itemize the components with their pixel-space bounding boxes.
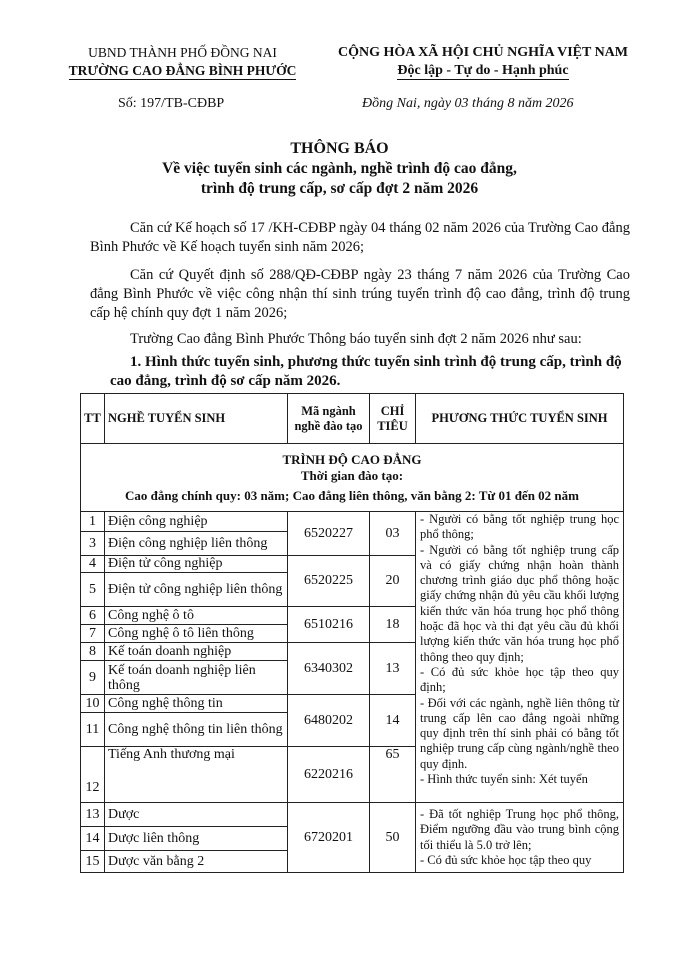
table-row (81, 512, 624, 532)
row-name: Điện công nghiệp liên thông (105, 532, 288, 556)
paragraph-legal-basis-1: Căn cứ Kế hoạch số 17 /KH-CĐBP ngày 04 tháng 02 năm 2026 của Trường Cao đẳng Bình Phước về Kế hoạch tuyển sinh năm 2026; (90, 220, 630, 255)
row-code: 6480202 (288, 695, 370, 747)
row-code: 6510216 (288, 607, 370, 643)
row-code: 6720201 (288, 803, 370, 873)
level-duration: Cao đẳng chính quy: 03 năm; Cao đẳng liên thông, văn bằng 2: Từ 01 đến 02 năm (124, 487, 579, 503)
row-tt: 8 (81, 643, 105, 661)
level-row (81, 444, 624, 512)
method-item: - Có đủ sức khỏe học tập theo quy định; (420, 664, 619, 695)
row-name: Kế toán doanh nghiệp liên thông (105, 661, 288, 695)
level-cell (81, 444, 624, 512)
document-title: THÔNG BÁO (290, 140, 389, 157)
row-quota: 20 (370, 556, 416, 607)
row-tt: 12 (81, 747, 105, 803)
row-quota: 50 (370, 803, 416, 873)
row-name: Dược (105, 803, 288, 827)
row-tt: 4 (81, 556, 105, 573)
method-cell-pharmacy (416, 803, 624, 873)
row-quota: 13 (370, 643, 416, 695)
method-item: - Hình thức tuyển sinh: Xét tuyển (420, 772, 588, 787)
row-tt: 14 (81, 827, 105, 851)
row-tt: 5 (81, 573, 105, 607)
issuer-header (60, 44, 305, 80)
issuer-parent: UBND THÀNH PHỐ ĐỒNG NAI (88, 45, 277, 60)
row-code: 6220216 (288, 747, 370, 803)
method-item: - Đã tốt nghiệp Trung học phổ thông, Điểm ngưỡng đầu vào trung bình cộng tối thiểu là 5.0 trở lên; (420, 807, 619, 852)
row-name: Công nghệ ô tô (105, 607, 288, 625)
row-code: 6520227 (288, 512, 370, 556)
method-item: - Người có bằng tốt nghiệp trung cấp và có giấy chứng nhận hoàn thành chương trình giáo dục phổ thông hoặc giấy chứng nhận đủ yêu cầu khối lượng kiến thức văn hóa trung học phổ thông hoặc đã học và thi đạt yêu cầu đủ khối lượng kiến thức văn hóa trung học phổ thông theo quy định; (420, 542, 619, 664)
document-date: Đồng Nai, ngày 03 tháng 8 năm 2026 (362, 96, 574, 111)
row-name: Dược văn bằng 2 (105, 851, 288, 873)
row-tt: 13 (81, 803, 105, 827)
row-name: Điện tử công nghiệp liên thông (105, 573, 288, 607)
issuer-name: TRƯỜNG CAO ĐẲNG BÌNH PHƯỚC (68, 63, 297, 78)
table-row (81, 803, 624, 827)
row-tt: 3 (81, 532, 105, 556)
national-header (318, 44, 648, 80)
method-item: - Đối với các ngành, nghề liên thông từ trung cấp lên cao đẳng ngoài những quy định trên thí sinh phải có bằng tốt nghiệp trung cấp cùng ngành/nghề theo quy định. (420, 695, 619, 771)
row-name: Điện công nghiệp (105, 512, 288, 532)
header-method: PHƯƠNG THỨC TUYỂN SINH (416, 394, 624, 444)
method-item: - Có đủ sức khỏe học tập theo quy (420, 852, 592, 867)
row-name: Công nghệ thông tin liên thông (105, 713, 288, 747)
header-name: NGHỀ TUYỂN SINH (105, 394, 288, 444)
method-item: - Người có bằng tốt nghiệp trung học phổ thông; (420, 512, 619, 542)
paragraph-legal-basis-2: Căn cứ Quyết định số 288/QĐ-CĐBP ngày 23 tháng 7 năm 2026 của Trường Cao đẳng Bình Phước về việc công nhận thí sinh trúng tuyển trình độ cao đẳng, trình độ trung cấp hệ chính quy đợt 1 năm 2026; (90, 267, 630, 321)
row-name: Công nghệ ô tô liên thông (105, 625, 288, 643)
document-subtitle-1: Về việc tuyển sinh các ngành, nghề trình độ cao đẳng, (162, 160, 517, 177)
row-name: Kế toán doanh nghiệp (105, 643, 288, 661)
row-quota: 18 (370, 607, 416, 643)
level-duration-label: Thời gian đào tạo: (300, 467, 404, 483)
row-name: Điện tử công nghiệp (105, 556, 288, 573)
header-code: Mã ngành nghề đào tạo (288, 394, 370, 444)
row-tt: 15 (81, 851, 105, 873)
row-tt: 10 (81, 695, 105, 713)
header-quota: CHỈ TIÊU (370, 394, 416, 444)
row-name: Công nghệ thông tin (105, 695, 288, 713)
method-cell-college (416, 512, 624, 803)
header-tt: TT (81, 394, 105, 444)
document-subtitle-2: trình độ trung cấp, sơ cấp đợt 2 năm 2026 (200, 180, 479, 197)
row-name: Tiếng Anh thương mại (105, 747, 288, 803)
row-quota: 65 (370, 747, 416, 803)
national-title: CỘNG HÒA XÃ HỘI CHỦ NGHĨA VIỆT NAM (337, 45, 628, 60)
national-motto: Độc lập - Tự do - Hạnh phúc (397, 63, 569, 78)
table-header-row (81, 394, 624, 444)
row-tt: 11 (81, 713, 105, 747)
enrollment-table (80, 393, 624, 873)
row-code: 6340302 (288, 643, 370, 695)
row-tt: 6 (81, 607, 105, 625)
row-name: Dược liên thông (105, 827, 288, 851)
row-tt: 9 (81, 661, 105, 695)
section-heading-1: 1. Hình thức tuyển sinh, phương thức tuyển sinh trình độ trung cấp, trình độ cao đẳng, trình độ sơ cấp năm 2026. (110, 354, 622, 389)
row-code: 6520225 (288, 556, 370, 607)
paragraph-announcement: Trường Cao đẳng Bình Phước Thông báo tuyển sinh đợt 2 năm 2026 như sau: (130, 331, 582, 347)
document-number: Số: 197/TB-CĐBP (118, 96, 225, 111)
row-quota: 03 (370, 512, 416, 556)
row-quota: 14 (370, 695, 416, 747)
level-name: TRÌNH ĐỘ CAO ĐẲNG (282, 451, 422, 467)
row-tt: 1 (81, 512, 105, 532)
row-tt: 7 (81, 625, 105, 643)
